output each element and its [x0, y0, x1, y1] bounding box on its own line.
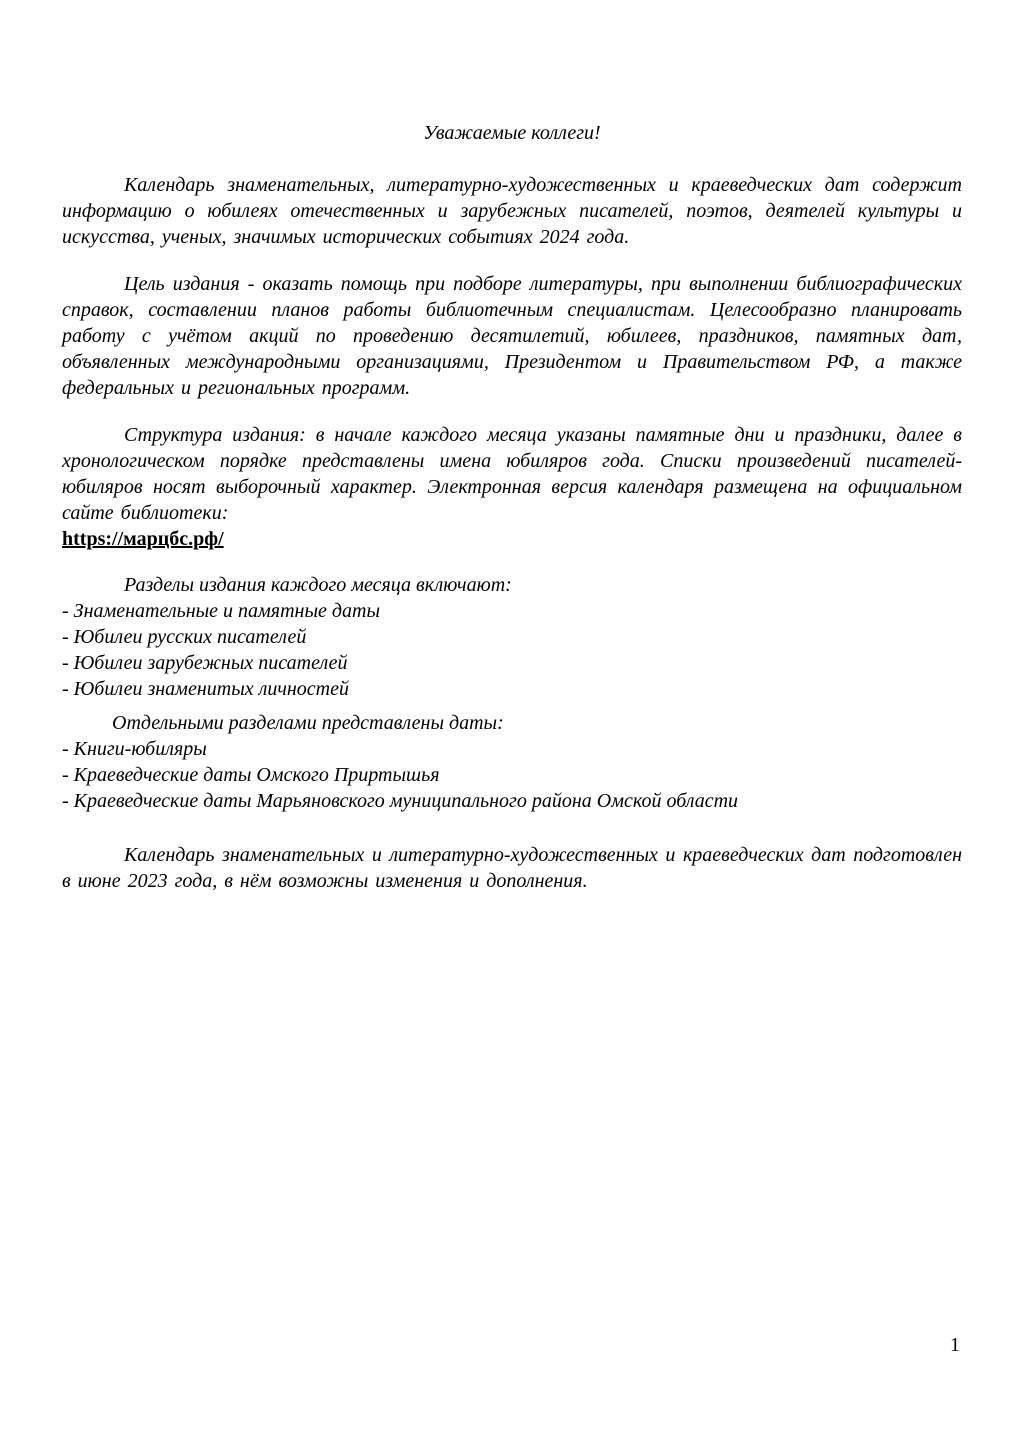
monthly-section-item: - Юбилеи русских писателей	[62, 626, 307, 648]
monthly-sections-list	[62, 598, 962, 702]
paragraph-purpose: Цель издания - оказать помощь при подборе литературы, при выполнении библиографических справок, составлении планов работы библиотечным специалистам. Целесообразно планировать работу с учётом акций по проведению десятилетий, юбилеев, праздников, памятных дат, объявленных международными организациями, Президентом и Правительством РФ, а также федеральных и региональных программ.	[62, 273, 962, 399]
library-site-link[interactable]: https://марцбс.рф/	[62, 528, 224, 550]
monthly-section-item: - Юбилеи зарубежных писателей	[62, 652, 348, 674]
monthly-sections-heading: Разделы издания каждого месяца включают:	[124, 574, 512, 596]
separate-section-item: - Книги-юбиляры	[62, 738, 207, 760]
separate-sections-list	[62, 736, 962, 814]
separate-sections-heading: Отдельными разделами представлены даты:	[112, 712, 504, 734]
page-number: 1	[950, 1334, 960, 1356]
paragraph-closing: Календарь знаменательных и литературно-художественных и краеведческих дат подготовлен в июне 2023 года, в нём возможны изменения и дополнения.	[62, 844, 962, 892]
paragraph-structure: Структура издания: в начале каждого месяца указаны памятные дни и праздники, далее в хронологическом порядке представлены имена юбиляров года. Списки произведений писателей-юбиляров носят выборочный характер. Электронная версия календаря размещена на официальном сайте библиотеки:	[62, 424, 962, 524]
paragraph-intro: Календарь знаменательных, литературно-художественных и краеведческих дат содержит информацию о юбилеях отечественных и зарубежных писателей, поэтов, деятелей культуры и искусства, ученых, значимых исторических событиях 2024 года.	[62, 174, 962, 248]
monthly-section-item: - Знаменательные и памятные даты	[62, 600, 380, 622]
separate-section-item: - Краеведческие даты Марьяновского муниципального района Омской области	[62, 790, 739, 812]
monthly-section-item: - Юбилеи знаменитых личностей	[62, 678, 349, 700]
document-title: Уважаемые коллеги!	[423, 122, 601, 144]
link-row	[62, 526, 962, 552]
separate-section-item: - Краеведческие даты Омского Приртышья	[62, 764, 440, 786]
